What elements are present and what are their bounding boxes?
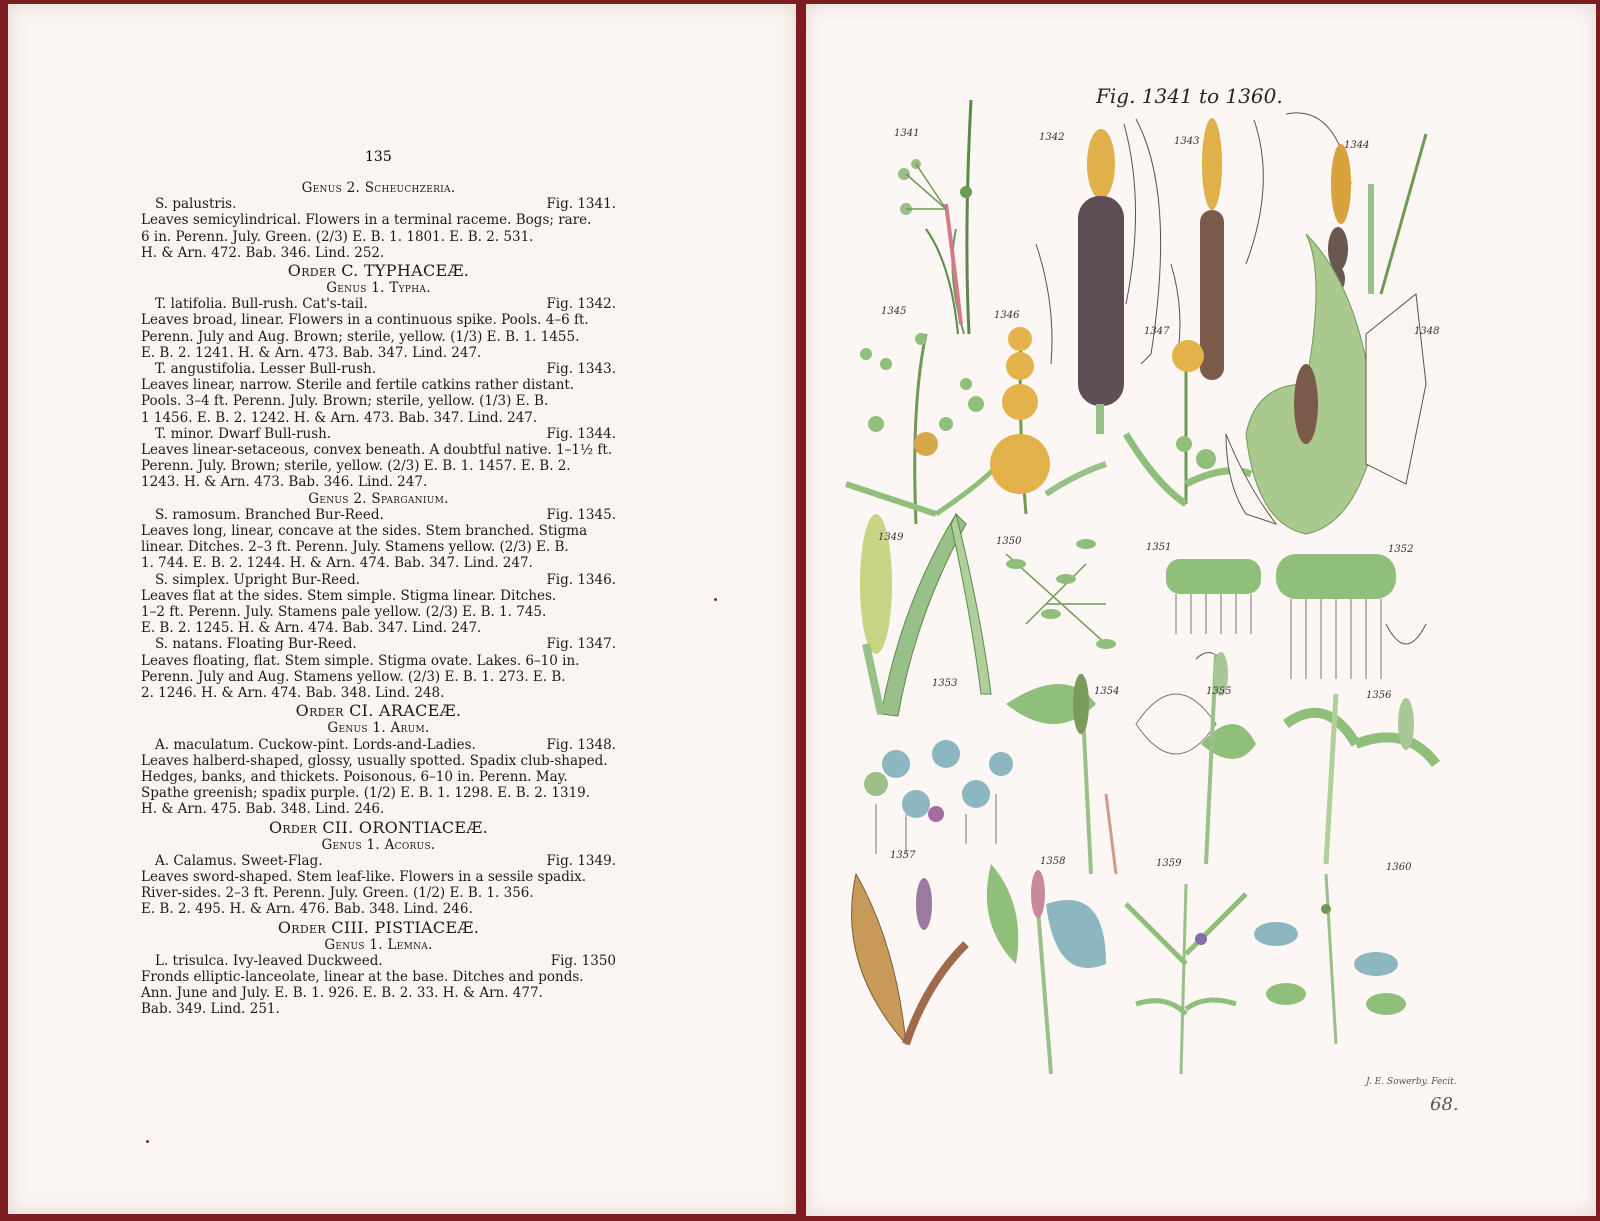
figure-1358: [987, 864, 1106, 1074]
species-entry-heading: [141, 853, 616, 869]
figure-1357: [852, 874, 966, 1044]
description-line: H. & Arn. 472. Bab. 346. Lind. 252.: [141, 244, 385, 261]
species-name: T. minor. Dwarf Bull-rush.: [155, 425, 332, 442]
figure-1348: [1226, 234, 1426, 534]
figure-reference: Fig. 1349.: [546, 852, 616, 869]
text-column: [141, 180, 616, 1018]
species-name: A. maculatum. Cuckow-pint. Lords-and-Ladies.: [155, 736, 476, 753]
species-name: S. simplex. Upright Bur-Reed.: [155, 571, 361, 588]
figure-1353: [864, 740, 1013, 854]
figure-reference: Fig. 1341.: [546, 196, 616, 213]
description-line: Perenn. July and Aug. Brown; sterile, yellow. (1/3) E. B. 1. 1455.: [141, 328, 580, 345]
description-line: Spathe greenish; spadix purple. (1/2) E. B. 1. 1298. E. B. 2. 1319.: [141, 785, 591, 802]
description-line: 1–2 ft. Perenn. July. Stamens pale yellow. (2/3) E. B. 1. 745.: [141, 604, 547, 621]
description-line: Fronds elliptic-lanceolate, linear at the base. Ditches and ponds.: [141, 968, 584, 985]
page-number: 135: [365, 149, 392, 165]
figure-number-1360: 1360: [1386, 862, 1412, 873]
figure-number-1352: 1352: [1388, 544, 1414, 555]
description-line: Hedges, banks, and thickets. Poisonous. 6–10 in. Perenn. May.: [141, 768, 568, 785]
figure-number-1355: 1355: [1206, 686, 1232, 697]
description-line: Leaves halberd-shaped, glossy, usually spotted. Spadix club-shaped.: [141, 752, 608, 769]
description-line: H. & Arn. 475. Bab. 348. Lind. 246.: [141, 801, 385, 818]
figure-number-1351: 1351: [1146, 542, 1172, 553]
order-heading: Order CIII. PISTIACEÆ.: [277, 917, 480, 937]
figure-reference: Fig. 1348.: [546, 736, 616, 753]
description-line: River-sides. 2–3 ft. Perenn. July. Green. (1/2) E. B. 1. 356.: [141, 885, 534, 902]
figure-number-1356: 1356: [1366, 690, 1392, 701]
species-entry-heading: [141, 196, 616, 212]
description-line: Leaves linear, narrow. Sterile and fertile catkins rather distant.: [141, 377, 575, 394]
species-entry-heading: [141, 953, 616, 969]
figure-1342: [1036, 119, 1161, 434]
figure-1360: [1254, 874, 1406, 1044]
figure-reference: Fig. 1347.: [546, 636, 616, 653]
figure-1351: [1166, 559, 1261, 664]
order-heading: Order C. TYPHACEÆ.: [287, 261, 470, 281]
figure-1355: [1136, 652, 1256, 864]
description-line: E. B. 2. 1245. H. & Arn. 474. Bab. 347. Lind. 247.: [141, 620, 482, 637]
figure-number-1345: 1345: [881, 306, 907, 317]
figure-reference: Fig. 1342.: [546, 296, 616, 313]
description-line: Leaves sword-shaped. Stem leaf-like. Flowers in a sessile spadix.: [141, 868, 587, 885]
description-line: Pools. 3–4 ft. Perenn. July. Brown; sterile, yellow. (1/3) E. B.: [141, 393, 549, 410]
genus-heading: Genus 1. Arum.: [327, 720, 430, 737]
figure-1354: [1006, 674, 1116, 874]
figure-number-1343: 1343: [1174, 136, 1200, 147]
description-line: Leaves floating, flat. Stem simple. Stigma ovate. Lakes. 6–10 in.: [141, 652, 580, 669]
figure-number-1349: 1349: [878, 532, 904, 543]
description-line: Bab. 349. Lind. 251.: [141, 1001, 280, 1018]
description-line: 1. 744. E. B. 2. 1244. H. & Arn. 474. Bab. 347. Lind. 247.: [141, 555, 533, 572]
order-heading: Order CII. ORONTIACEÆ.: [268, 817, 489, 837]
figure-1352: [1276, 554, 1426, 679]
figure-reference: Fig. 1343.: [546, 361, 616, 378]
figure-number-1341: 1341: [894, 128, 920, 139]
figure-number-1348: 1348: [1414, 326, 1440, 337]
figure-number-1353: 1353: [932, 678, 958, 689]
description-line: Perenn. July and Aug. Stamens yellow. (2/3) E. B. 1. 273. E. B.: [141, 668, 566, 685]
description-line: 6 in. Perenn. July. Green. (2/3) E. B. 1. 1801. E. B. 2. 531.: [141, 228, 534, 245]
species-name: S. ramosum. Branched Bur-Reed.: [155, 506, 384, 523]
plate-number: 68.: [1430, 1094, 1459, 1115]
figure-number-1342: 1342: [1039, 132, 1065, 143]
figure-number-1357: 1357: [890, 850, 916, 861]
genus-heading: Genus 1. Lemna.: [324, 936, 433, 953]
description-line: 1243. H. & Arn. 473. Bab. 346. Lind. 247.: [141, 474, 428, 491]
figure-reference: Fig. 1350: [550, 952, 616, 969]
species-entry-heading: [141, 636, 616, 652]
figure-number-1347: 1347: [1144, 326, 1170, 337]
figure-1356: [1286, 694, 1436, 864]
description-line: Leaves linear-setaceous, convex beneath. A doubtful native. 1–1½ ft.: [141, 442, 613, 459]
plate-title: Fig. 1341 to 1360.: [1096, 84, 1283, 108]
figure-number-1350: 1350: [996, 536, 1022, 547]
figure-number-1359: 1359: [1156, 858, 1182, 869]
figure-number-1346: 1346: [994, 310, 1020, 321]
description-line: Perenn. July. Brown; sterile, yellow. (2/3) E. B. 1. 1457. E. B. 2.: [141, 458, 571, 475]
figure-reference: Fig. 1344.: [546, 425, 616, 442]
figure-number-1358: 1358: [1040, 856, 1066, 867]
description-line: Leaves semicylindrical. Flowers in a terminal raceme. Bogs; rare.: [141, 212, 592, 229]
species-entry-heading: [141, 507, 616, 523]
figure-reference: Fig. 1346.: [546, 571, 616, 588]
species-name: S. natans. Floating Bur-Reed.: [155, 636, 357, 653]
species-entry-heading: [141, 737, 616, 753]
figure-number-labels: [878, 128, 1439, 873]
species-name: T. angustifolia. Lesser Bull-rush.: [155, 361, 377, 378]
paper-speck: [146, 1140, 149, 1143]
species-entry-heading: [141, 361, 616, 377]
genus-heading: Genus 2. Scheuchzeria.: [301, 180, 456, 196]
description-line: Leaves broad, linear. Flowers in a continuous spike. Pools. 4–6 ft.: [141, 312, 589, 329]
description-line: Ann. June and July. E. B. 1. 926. E. B. 2. 33. H. & Arn. 477.: [141, 985, 543, 1002]
figure-1359: [1126, 884, 1246, 1074]
description-line: Leaves long, linear, concave at the sides. Stem branched. Stigma: [141, 523, 588, 540]
species-name: A. Calamus. Sweet-Flag.: [155, 852, 323, 869]
right-page: [806, 4, 1596, 1216]
species-entry-heading: [141, 426, 616, 442]
figure-number-1354: 1354: [1094, 686, 1120, 697]
figure-reference: Fig. 1345.: [546, 506, 616, 523]
genus-heading: Genus 1. Typha.: [326, 280, 431, 297]
engraver-signature: J. E. Sowerby. Fecit.: [1366, 1077, 1457, 1087]
genus-heading: Genus 2. Sparganium.: [308, 490, 449, 507]
description-line: E. B. 2. 1241. H. & Arn. 473. Bab. 347. Lind. 247.: [141, 344, 482, 361]
figure-1349: [860, 514, 991, 716]
species-entry-heading: [141, 572, 616, 588]
description-line: linear. Ditches. 2–3 ft. Perenn. July. Stamens yellow. (2/3) E. B.: [141, 539, 569, 556]
species-name: S. palustris.: [155, 196, 237, 213]
species-name: L. trisulca. Ivy-leaved Duckweed.: [155, 952, 383, 969]
species-name: T. latifolia. Bull-rush. Cat's-tail.: [155, 296, 368, 313]
figure-1350: [1006, 539, 1116, 649]
description-line: 1 1456. E. B. 2. 1242. H. & Arn. 473. Bab. 347. Lind. 247.: [141, 409, 538, 426]
botanical-plate: [806, 4, 1596, 1216]
description-line: 2. 1246. H. & Arn. 474. Bab. 348. Lind. 248.: [141, 685, 445, 702]
genus-heading: Genus 1. Acorus.: [321, 836, 436, 853]
left-page: [8, 4, 796, 1214]
description-line: Leaves flat at the sides. Stem simple. Stigma linear. Ditches.: [141, 587, 557, 604]
description-line: E. B. 2. 495. H. & Arn. 476. Bab. 348. Lind. 246.: [141, 901, 473, 918]
figure-1345: [846, 333, 1016, 524]
species-entry-heading: [141, 296, 616, 312]
order-heading: Order CI. ARACEÆ.: [295, 701, 462, 721]
figure-number-1344: 1344: [1344, 140, 1370, 151]
paper-speck: [714, 598, 717, 601]
